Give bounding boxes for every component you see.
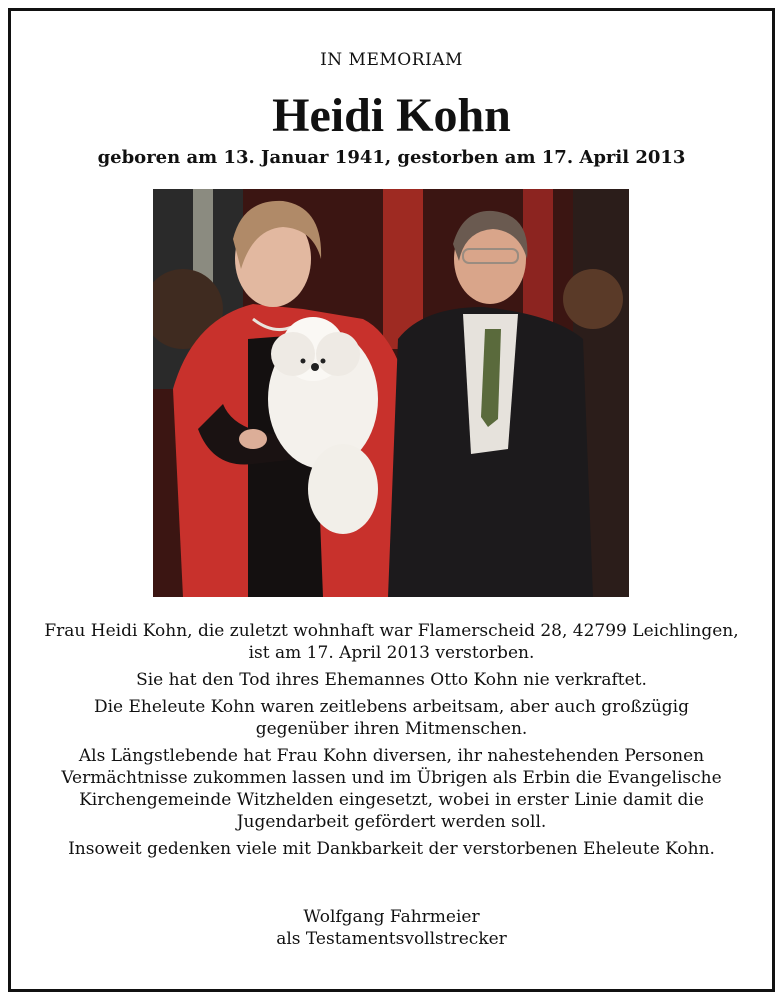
paragraph-line: ist am 17. April 2013 verstorben. bbox=[248, 643, 535, 663]
memorial-photo bbox=[153, 189, 629, 597]
paragraph-line: Die Eheleute Kohn waren zeitlebens arbeitsam, aber auch großzügig bbox=[93, 697, 690, 717]
deceased-name: Heidi Kohn bbox=[272, 89, 511, 142]
paragraph-remembrance: Insoweit gedenken viele mit Dankbarkeit der verstorbenen Eheleute Kohn. bbox=[68, 839, 715, 859]
signature-block bbox=[0, 906, 783, 950]
life-dates: geboren am 13. Januar 1941, gestorben am 17. April 2013 bbox=[97, 147, 686, 168]
paragraph-line: gegenüber ihren Mitmenschen. bbox=[255, 719, 528, 739]
paragraph-line: Frau Heidi Kohn, die zuletzt wohnhaft war Flamerscheid 28, 42799 Leichlingen, bbox=[44, 621, 739, 641]
signature-name: Wolfgang Fahrmeier bbox=[303, 907, 480, 927]
paragraph-husband: Sie hat den Tod ihres Ehemannes Otto Kohn nie verkraftet. bbox=[136, 670, 647, 690]
kicker-text: IN MEMORIAM bbox=[320, 50, 463, 70]
paragraph-residence bbox=[40, 620, 743, 664]
notice-body bbox=[40, 620, 743, 865]
paragraph-character bbox=[40, 696, 743, 740]
paragraph-line: Kirchengemeinde Witzhelden eingesetzt, wobei in erster Linie damit die bbox=[79, 790, 704, 810]
signature-role: als Testamentsvollstrecker bbox=[276, 929, 507, 949]
paragraph-bequest bbox=[40, 745, 743, 833]
paragraph-line: Jugendarbeit gefördert werden soll. bbox=[236, 812, 547, 832]
paragraph-line: Vermächtnisse zukommen lassen und im Übrigen als Erbin die Evangelische bbox=[61, 768, 722, 788]
paragraph-line: Als Längstlebende hat Frau Kohn diversen, ihr nahestehenden Personen bbox=[78, 746, 705, 766]
